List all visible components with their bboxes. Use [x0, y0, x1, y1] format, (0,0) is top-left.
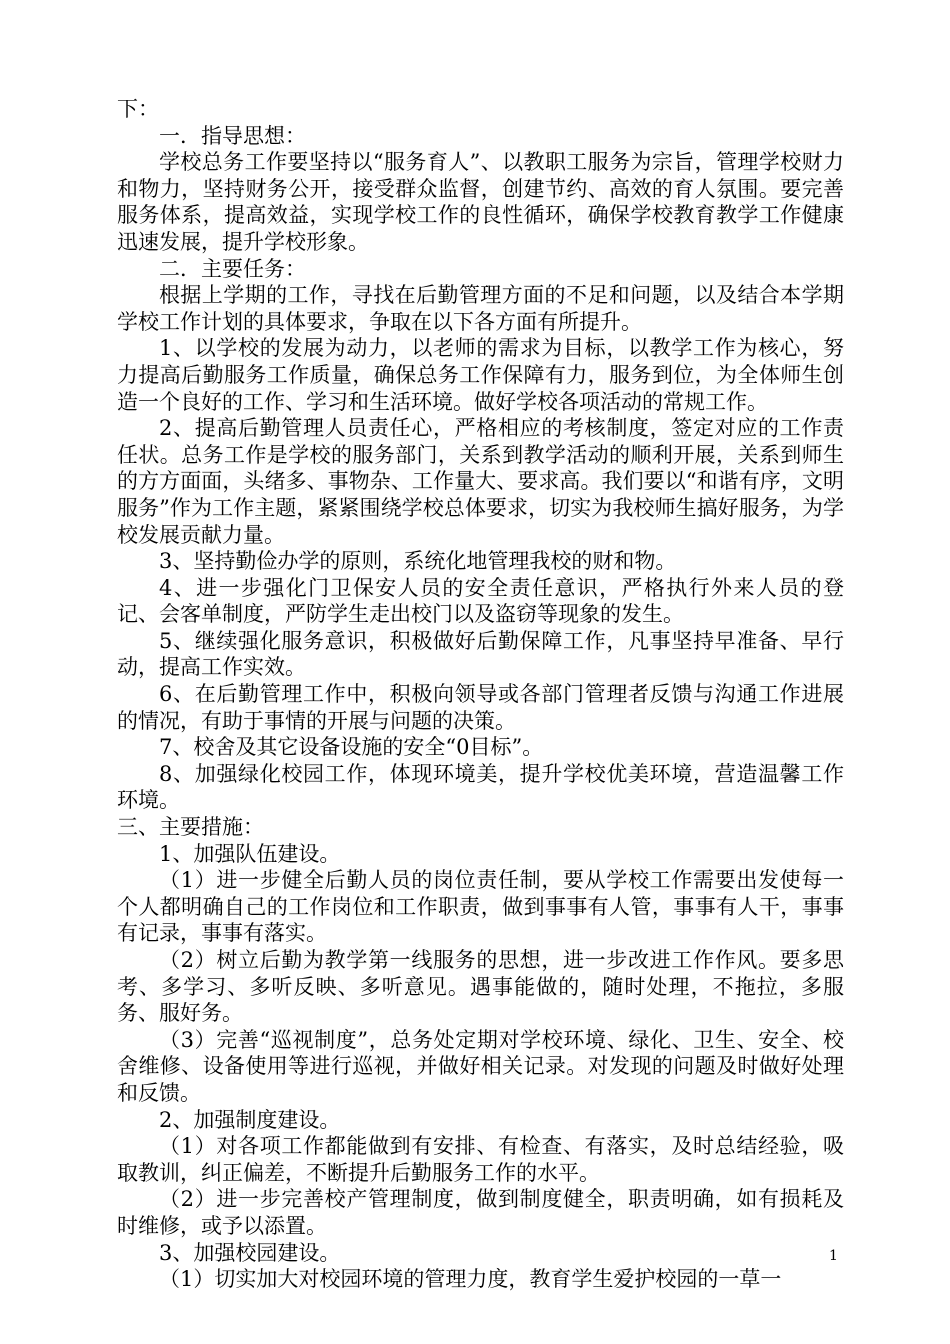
list-item: 2、提高后勤管理人员责任心，严格相应的考核制度，签定对应的工作责任状。总务工作是学校的服务部门，关系到教学活动的顺利开展，关系到师生的方方面面，头绪多、事物杂、工作量大、要求高。我们要以“和谐有序，文明服务”作为工作主题，紧紧围绕学校总体要求，切实为我校师生搞好服务，为学校发展贡献力量。 [117, 416, 844, 547]
sub-heading: 1、加强队伍建设。 [159, 841, 341, 866]
heading-guiding-thought: 一．指导思想： [159, 123, 306, 148]
paragraph-intro: 下： [117, 97, 159, 121]
list-item: 8、加强绿化校园工作，体现环境美，提升学校优美环境，营造温馨工作环境。 [117, 761, 844, 813]
document-body [117, 96, 844, 1293]
sub-heading: 2、加强制度建设。 [159, 1107, 341, 1132]
page-number: 1 [829, 1248, 838, 1264]
list-item: （2）进一步完善校产管理制度，做到制度健全，职责明确，如有损耗及时维修，或予以添置。 [117, 1187, 844, 1238]
list-item: （1）进一步健全后勤人员的岗位责任制，要从学校工作需要出发使每一个人都明确自己的工作岗位和工作职责，做到事事有人管，事事有人干，事事有记录，事事有落实。 [117, 868, 844, 946]
list-item: （1）对各项工作都能做到有安排、有检查、有落实，及时总结经验，吸取教训，纠正偏差，不断提升后勤服务工作的水平。 [117, 1134, 844, 1185]
heading-main-tasks: 二．主要任务： [159, 256, 306, 281]
paragraph: 学校总务工作要坚持以“服务育人”、以教职工服务为宗旨，管理学校财力和物力，坚持财务公开，接受群众监督，创建节约、高效的育人氛围。要完善服务体系，提高效益，实现学校工作的良性循环，确保学校教育教学工作健康迅速发展，提升学校形象。 [117, 150, 844, 254]
list-item: 4、进一步强化门卫保安人员的安全责任意识，严格执行外来人员的登记、会客单制度，严防学生走出校门以及盗窃等现象的发生。 [117, 575, 844, 627]
list-item: 3、坚持勤俭办学的原则，系统化地管理我校的财和物。 [159, 549, 677, 574]
sub-heading: 3、加强校园建设。 [159, 1240, 341, 1265]
list-item: 1、以学校的发展为动力，以老师的需求为目标，以教学工作为核心，努力提高后勤服务工作质量，确保总务工作保障有力，服务到位，为全体师生创造一个良好的工作、学习和生活环境。做好学校各项活动的常规工作。 [117, 336, 844, 414]
paragraph: 根据上学期的工作，寻找在后勤管理方面的不足和问题，以及结合本学期学校工作计划的具体要求，争取在以下各方面有所提升。 [117, 283, 844, 334]
heading-main-measures: 三、主要措施： [117, 815, 264, 840]
list-item: 6、在后勤管理工作中，积极向领导或各部门管理者反馈与沟通工作进展的情况，有助于事情的开展与问题的决策。 [117, 682, 844, 733]
list-item: （1）切实加大对校园环境的管理力度，教育学生爱护校园的一草一 [159, 1267, 782, 1292]
list-item: （2）树立后勤为教学第一线服务的思想，进一步改进工作作风。要多思考、多学习、多听反映、多听意见。遇事能做的，随时处理，不拖拉，多服务、服好务。 [117, 948, 844, 1026]
list-item: 7、校舍及其它设备设施的安全“0目标”。 [159, 735, 544, 760]
list-item: 5、继续强化服务意识，积极做好后勤保障工作，凡事坚持早准备、早行动，提高工作实效。 [117, 628, 844, 680]
list-item: （3）完善“巡视制度”，总务处定期对学校环境、绿化、卫生、安全、校舍维修、设备使用等进行巡视，并做好相关记录。对发现的问题及时做好处理和反馈。 [117, 1027, 844, 1105]
